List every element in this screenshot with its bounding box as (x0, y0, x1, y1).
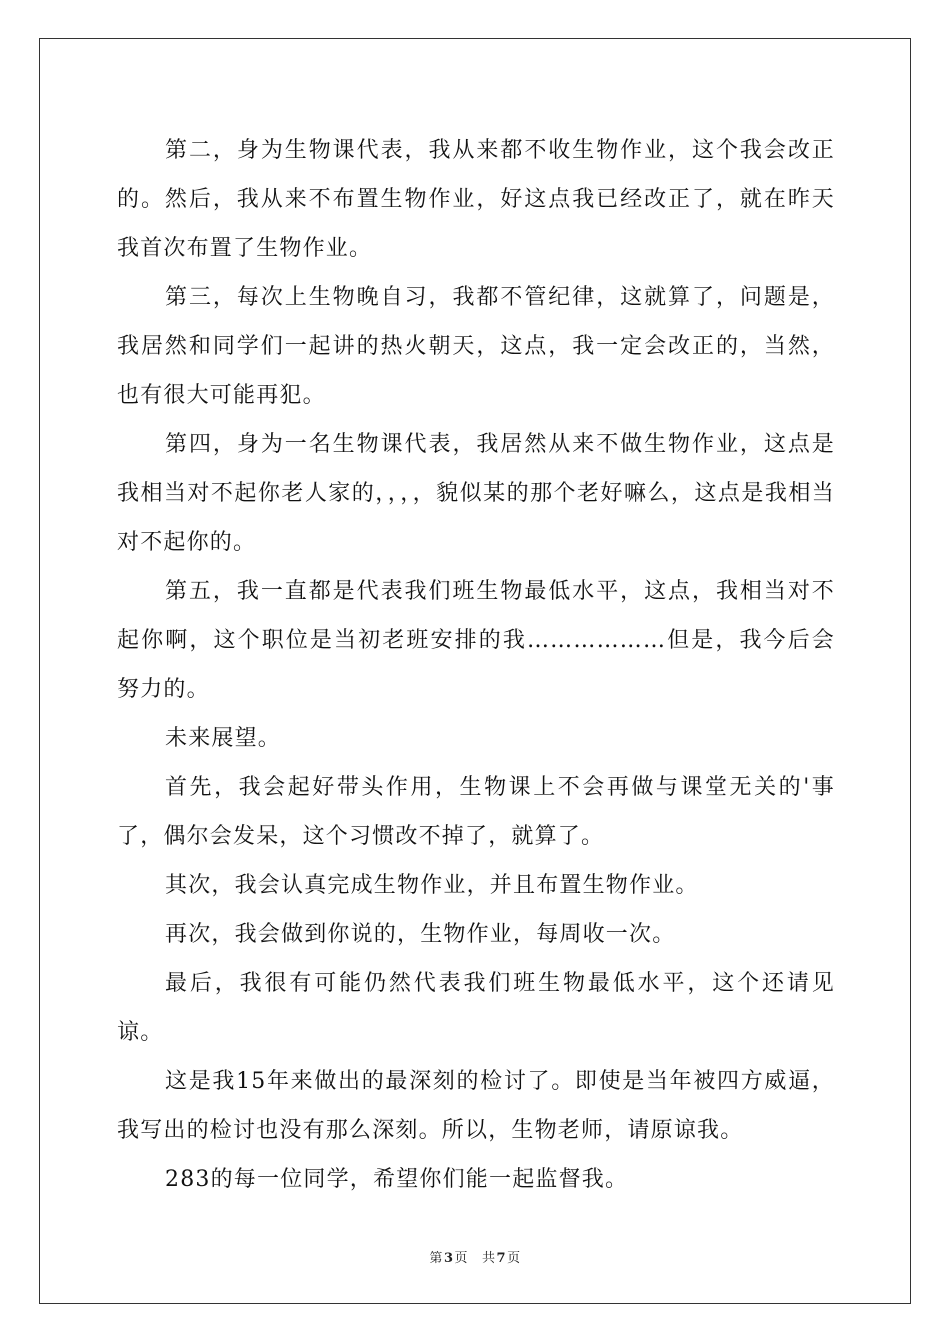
page-footer (0, 1247, 950, 1266)
page-label-prefix: 第 (429, 1251, 443, 1266)
paragraph-fourth-point: 第四，身为一名生物课代表，我居然从来不做生物作业，这点是我相当对不起你老人家的，，，，貌似某的那个老好嘛么，这点是我相当对不起你的。 (117, 432, 835, 555)
paragraph-second-plan: 其次，我会认真完成生物作业，并且布置生物作业。 (165, 873, 699, 898)
paragraph-third-plan: 再次，我会做到你说的，生物作业，每周收一次。 (165, 922, 676, 947)
document-body (117, 126, 835, 1204)
paragraph-class-appeal: 283的每一位同学，希望你们能一起监督我。 (165, 1167, 629, 1192)
page-number: 3 (443, 1251, 454, 1266)
paragraph-last-plan: 最后，我很有可能仍然代表我们班生物最低水平，这个还请见谅。 (117, 971, 835, 1045)
paragraph-future-outlook-heading: 未来展望。 (165, 726, 282, 751)
paragraph-third-point: 第三，每次上生物晚自习，我都不管纪律，这就算了，问题是，我居然和同学们一起讲的热火朝天，这点，我一定会改正的，当然，也有很大可能再犯。 (117, 285, 835, 408)
total-label-prefix: 共 (482, 1251, 496, 1266)
paragraph-conclusion: 这是我15年来做出的最深刻的检讨了。即使是当年被四方威逼，我写出的检讨也没有那么深刻。所以，生物老师，请原谅我。 (117, 1069, 835, 1143)
page-label-suffix: 页 (454, 1251, 468, 1266)
total-pages: 7 (496, 1251, 507, 1266)
paragraph-fifth-point: 第五，我一直都是代表我们班生物最低水平，这点，我相当对不起你啊，这个职位是当初老班安排的我………………但是，我今后会努力的。 (117, 579, 835, 702)
total-label-suffix: 页 (507, 1251, 521, 1266)
paragraph-second-point: 第二，身为生物课代表，我从来都不收生物作业，这个我会改正的。然后，我从来不布置生物作业，好这点我已经改正了，就在昨天我首次布置了生物作业。 (117, 138, 835, 261)
paragraph-first-plan: 首先，我会起好带头作用，生物课上不会再做与课堂无关的'事了，偶尔会发呆，这个习惯改不掉了，就算了。 (117, 775, 835, 849)
